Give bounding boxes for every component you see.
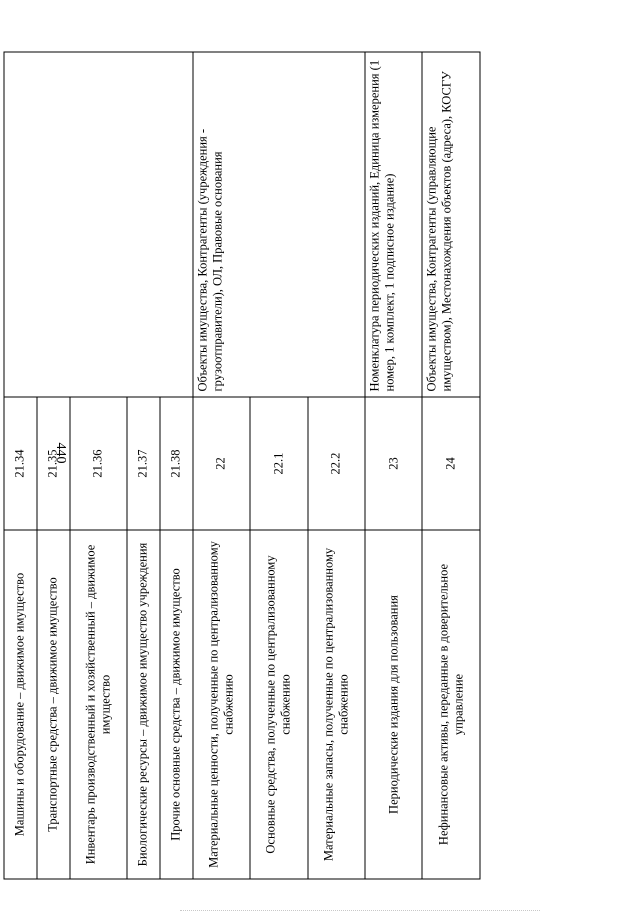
account-name: Транспортные средства – движимое имущество (37, 530, 70, 879)
account-name: Нефинансовые активы, переданные в доверительное управление (422, 530, 480, 879)
account-code: 23 (365, 397, 422, 530)
accounts-table-rotated (4, 52, 481, 880)
account-code: 24 (422, 397, 480, 530)
analytics-note: Номенклатура периодических изданий, Единица измерения (1 номер, 1 комплект, 1 подписное издание) (365, 52, 422, 397)
accounts-table (4, 52, 481, 880)
account-code: 22 (193, 397, 250, 530)
account-code: 21.36 (70, 397, 127, 530)
table-row (422, 52, 480, 879)
table-row (365, 52, 422, 879)
account-name: Материальные запасы, полученные по централизованному снабжению (308, 530, 365, 879)
account-code: 21.34 (4, 397, 37, 530)
account-code: 22.2 (308, 397, 365, 530)
analytics-note: Объекты имущества, Контрагенты (учреждения - грузоотправители), ОЛ, Правовые основания (193, 52, 365, 397)
page-number: 440 (53, 442, 68, 464)
account-name: Машины и оборудование – движимое имущество (4, 530, 37, 879)
account-name: Материальные ценности, полученные по централизованному снабжению (193, 530, 250, 879)
account-code: 21.37 (127, 397, 160, 530)
account-code: 21.35 (37, 397, 70, 530)
account-code: 22.1 (250, 397, 307, 530)
account-name: Биологические ресурсы – движимое имущество учреждения (127, 530, 160, 879)
table-row (193, 52, 250, 879)
account-name: Основные средства, полученные по централизованному снабжению (250, 530, 307, 879)
table-row (4, 52, 37, 879)
account-name: Периодические издания для пользования (365, 530, 422, 879)
analytics-note: Объекты имущества, Контрагенты (управляющие имуществом), Местонахождения объектов (адреса), КОСГУ (422, 52, 480, 397)
analytics-cell-empty (4, 52, 193, 397)
account-code: 21.38 (160, 397, 193, 530)
account-name: Прочие основные средства – движимое имущество (160, 530, 193, 879)
bottom-edge-dots (180, 910, 540, 911)
account-name: Инвентарь производственный и хозяйственный – движимое имущество (70, 530, 127, 879)
